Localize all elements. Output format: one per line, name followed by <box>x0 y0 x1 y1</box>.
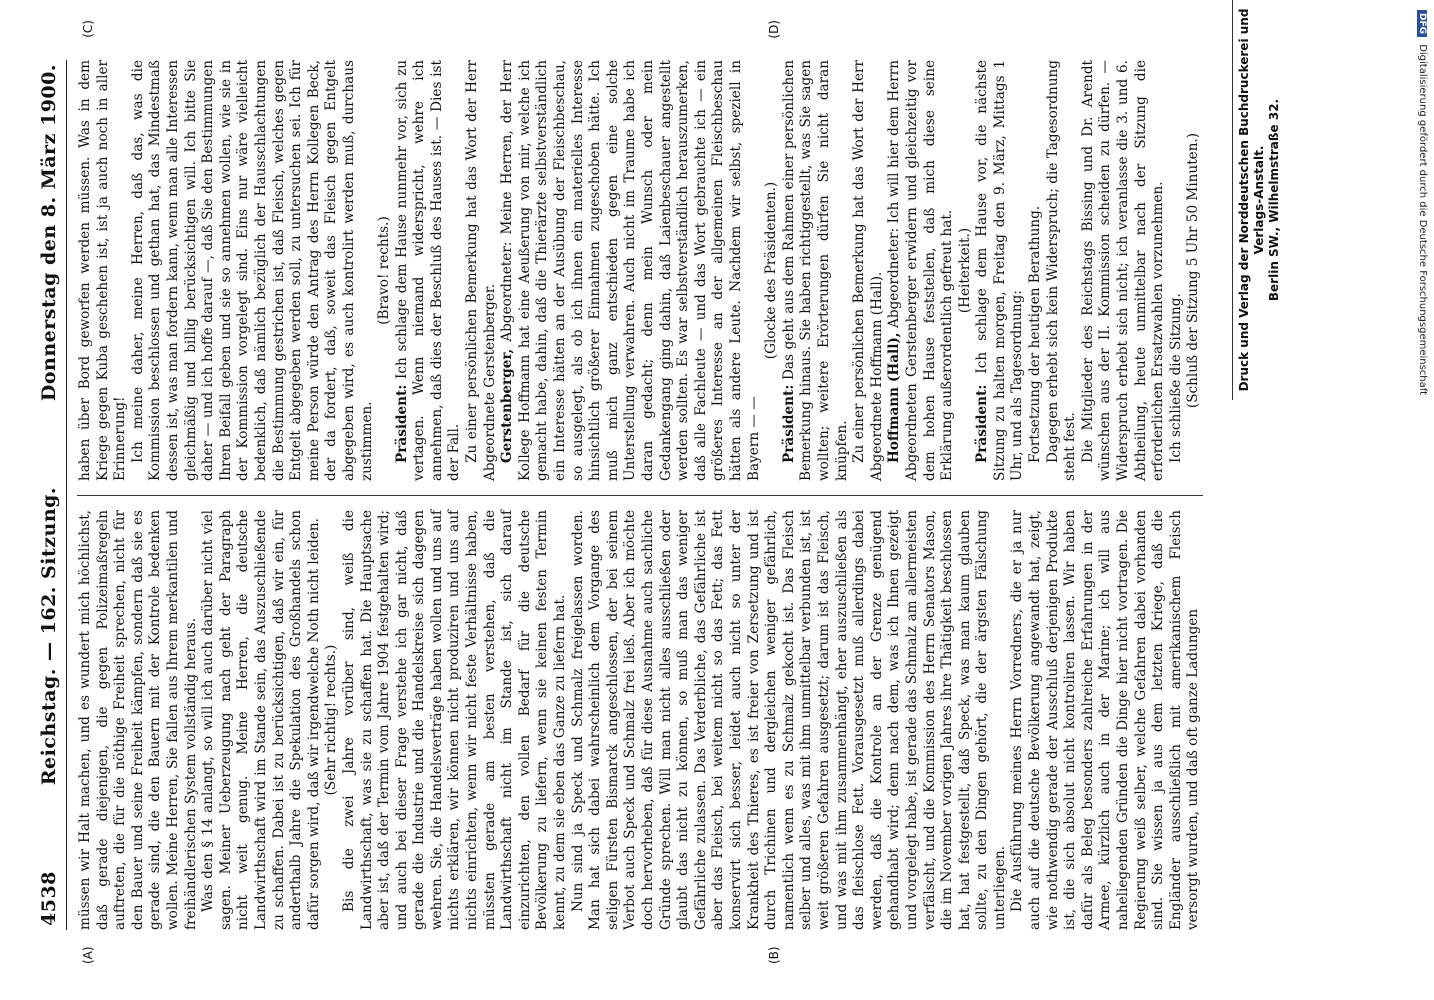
imprint-line-2: Berlin SW., Wilhelmstraße 32. <box>1267 98 1281 302</box>
paragraph-text: Fortsetzung der heutigen Berathung. <box>1027 205 1044 463</box>
paragraph <box>1027 60 1045 481</box>
paragraph-text: Die Mitglieder des Reichstags Bissing und Dr. Arendt wünschen aus der II. Kommission scheiden zu dürfen. — Widerspruch erhebt sich nicht; ich veranlasse die 3. und 6. Abtheilung, heute unmittelbar nach der Sitzung die erforderlichen Ersatzwahlen vorzunehmen. <box>1079 60 1167 481</box>
paragraph <box>376 60 394 481</box>
paragraph-text: Abgeordneter: Meine Herren, der Herr Kollege Hoffmann hat eine Aeußerung von mir, welche ich gemacht habe, dahin, daß die Thierärzte selbstverständlich ein Interesse hätten an der Ausübung der Fleischbeschau, so ausgelegt, als ob ich ihnen ein materielles Interesse hinsichtlich größerer Einnahmen zugeschoben hätte. Ich muß mich ganz entschieden gegen eine solche Unterstellung verwahren. Auch nicht im Traume habe ich daran gedacht; denn mein Wunsch oder mein Gedankengang ging dahin, daß Laienbeschauer angestellt werden sollten. Es war selbstverständlich herauszumerken, daß alle Fachleute — und das Wort gebrauchte ich — ein größeres Interesse an der allgemeinen Fleischbeschau hätten als andere Leute. Nachdem wir selbst, speziell in Bayern — — <box>499 60 762 481</box>
paragraph: Bis die zwei Jahre vorüber sind, weiß die Landwirthschaft, was sie zu schaffen hat. Die Hauptsache aber ist, daß der Termin vom Jahre 1904 festgehalten wird; und auch bei dieser Frage verstehe ich gar nicht, daß gerade die Industrie und die Handelskreise sich dagegen wehren. Sie, die Handelsverträge haben wollen und uns auf nichts erklären, wir können nicht produziren und uns auf nichts einrichten, wenn wir nicht feste Verhältnisse haben, müssten gerade am besten verstehen, daß die Landwirthschaft nicht im Stande ist, sich darauf einzurichten, den vollen Bedarf für die deutsche Bevölkerung zu liefern, wenn sie keinen festen Termin kennt, zu dem sie eben das Ganze zu liefern hat. <box>340 510 569 930</box>
paragraph: Die Ausführung meines Herrn Vorredners, die er ja nur auch auf die deutsche Bevölkerung angewandt hat, zeigt, wie nothwendig gerade der Ausschluß derjenigen Produkte ist, die sich absolut nicht kontroliren lassen. Wir haben dafür als Beleg besonders zahlreiche Erfahrungen in der Armee, kürzlich auch in der Marine; ich will aus naheliegenden Gründen die Dinge hier nicht vortragen. Die Regierung weiß selber, welche Gefahren dabei vorhanden sind. Sie wissen ja aus dem letzten Kriege, daß die Engländer ausschließlich mit amerikanischem Fleisch versorgt wurden, und daß oft ganze Ladungen <box>1009 510 1202 930</box>
speaker-name: Präsident: <box>780 384 797 463</box>
speaker-name: Gerstenberger, <box>499 348 516 463</box>
session-title: Reichstag. — 162. Sitzung. <box>38 486 60 786</box>
paragraph-text: Ich meine daher, meine Herren, daß das, was die Kommission beschlossen und gethan hat, das Mindestmaß dessen ist, was man fordern kann, wenn man alle Interessen gleichmäßig und billig berücksichtigen will. Ich bitte Sie daher — und ich hoffe darauf —, daß Sie den Bestimmungen Ihren Beifall geben und sie so annehmen wollen, wie sie in der Kommission vorgelegt sind. Eins nur wäre vielleicht bedenklich, daß nämlich bezüglich der Hausschlachtungen die Bestimmung gestrichen ist, daß Fleisch, welches gegen Entgelt abgegeben werden soll, zu untersuchen sei. Ich für meine Person würde den Antrag des Herrn Kollegen Beck, der da fordert, daß, soweit das Fleisch gegen Entgelt abgegeben wird, es auch kontrolirt werden muß, durchaus zustimmen. <box>129 60 375 481</box>
paragraph <box>851 60 886 481</box>
paragraph-text: Ich schlage dem Hause nunmehr vor, sich zu vertagen. Wenn niemand widerspricht, wehre ich annehmen, daß dies der Beschluß des Hauses ist. — Dies ist der Fall. <box>393 60 463 481</box>
margin-mark-a: (A) <box>81 946 95 964</box>
running-head <box>38 60 67 930</box>
margin-mark-d: (D) <box>767 20 781 39</box>
digitization-text: Digitalisierung gefördert durch die Deutsche Forschungsgemeinschaft <box>1417 44 1428 396</box>
speaker-name: Präsident: <box>393 384 410 463</box>
paragraph <box>1168 60 1186 481</box>
paragraph <box>1045 60 1080 481</box>
paragraph <box>1080 60 1168 481</box>
paragraph <box>1185 60 1203 481</box>
paragraph <box>974 60 1027 481</box>
paragraph-text: Zu einer persönlichen Bemerkung hat das Wort der Herr Abgeordnete Hoffmann (Hall). <box>851 60 885 481</box>
paragraph <box>77 60 130 481</box>
session-date: Donnerstag den 8. März 1900. <box>38 64 60 402</box>
paragraph-text: Abgeordneter: Ich will hier dem Herrn Abgeordneten Gerstenberger erwidern und gleichzeitig vor dem hohen Hause feststellen, daß mich diese seine Erklärung außerordentlich gefreut hat. <box>886 60 956 481</box>
text-columns <box>77 20 1203 964</box>
paragraph <box>464 60 499 481</box>
speaker-name: Hoffmann (Hall), <box>886 332 903 463</box>
paragraph: Was den § 14 anlangt, so will ich auch darüber nicht viel sagen. Meiner Ueberzeugung nach geht der Paragraph nicht weit genug. Meine Herren, die deutsche Landwirthschaft wird im Stande sein, das Auszuschließende zu schaffen. Dabei ist zu berücksichtigen, daß wir ein, für anderthalb Jahre die Spekulation des Großhandels schon dafür sorgen wird, daß wir irgendwelche Noth nicht leiden. <box>200 510 322 930</box>
paragraph <box>886 60 956 481</box>
paragraph: müssen wir Halt machen, und es wundert mich höchlichst, daß gerade diejenigen, die gegen Polizeimaßregeln auftreten, die für die nöthige Freiheit sprechen, nicht für den Bauer und seine Freiheit kämpfen, sondern daß sie es gerade sind, die den Bauern mit der Kontrole bedenken wollen. Meine Herren, Sie fallen aus Ihrem merkantilen und freihändlerischen System vollständig heraus. <box>77 510 199 930</box>
paragraph <box>394 60 464 481</box>
paragraph-text: Ich schließe die Sitzung. <box>1167 293 1184 463</box>
paragraph <box>130 60 376 481</box>
dfg-logo: DFG <box>1417 10 1427 37</box>
paragraph-text: (Schluß der Sitzung 5 Uhr 50 Minuten.) <box>1185 132 1202 409</box>
printer-imprint <box>1232 0 1282 400</box>
digitization-note <box>1412 10 1428 990</box>
paragraph <box>781 60 851 481</box>
paragraph-text: haben über Bord geworfen werden müssen. Was in dem Kriege gegen Kuba geschehen ist, ist ja auch noch in aller Erinnerung! <box>77 60 129 481</box>
paragraph-text: Das geht aus dem Rahmen einer persönlichen Bemerkung hinaus. Sie haben richtiggestellt, was Sie sagen wollten; weitere Erörterungen dürfen Sie nicht daran knüpfen. <box>780 60 850 481</box>
left-column <box>77 495 1203 930</box>
imprint-line-1: Druck und Verlag der Norddeutschen Buchdruckerei und Verlags-Anstalt. <box>1237 8 1266 392</box>
paragraph: (Sehr richtig! rechts.) <box>323 644 340 796</box>
speaker-name: Präsident: <box>974 384 991 463</box>
paragraph-text: (Heiterkeit.) <box>956 227 973 314</box>
margin-mark-c: (C) <box>81 20 95 38</box>
paragraph-text: (Bravo! rechts.) <box>376 216 393 325</box>
margin-mark-b: (B) <box>767 946 781 964</box>
page-number: 4538 <box>38 871 60 926</box>
paragraph <box>957 60 975 481</box>
paragraph-text: Dagegen erhebt sich kein Widerspruch; die Tagesordnung steht fest. <box>1044 60 1079 481</box>
paragraph-text: (Glocke des Präsidenten.) <box>763 181 780 360</box>
paragraph <box>763 60 781 481</box>
paragraph <box>499 60 763 481</box>
paragraph-text: Ich schlage dem Hause vor, die nächste Sitzung zu halten morgen, Freitag den 9. März, Mittags 1 Uhr, und als Tagesordnung: <box>974 60 1026 481</box>
right-column <box>77 60 1203 495</box>
paragraph: Nun sind ja Speck und Schmalz freigelassen worden. Man hat sich dabei wahrscheinlich dem Vorgange des seligen Fürsten Bismarck angeschlossen, der bei seinem Verbot auch Speck und Schmalz frei ließ. Aber ich möchte doch hervorheben, daß für diese Ausnahme auch sachliche Gründe sprechen. Will man nicht alles ausschließen oder glaubt das nicht zu können, so muß man das weniger Gefährliche zulassen. Das Verderbliche, das Gefährliche ist aber das Fleisch, bei weitem nicht so das Fett; das Fett konservirt sich besser, leidet auch nicht so unter der Krankheit des Thieres, es ist freier von Zersetzung und ist durch Trichinen und dergleichen weniger gefährlich, namentlich wenn es zu Schmalz gekocht ist. Das Fleisch selber und alles, was mit ihm unmittelbar verbunden ist, ist weit größeren Gefahren ausgesetzt; darum ist das Fleisch, und was mit ihm zusammenhängt, eher auszuschließen als das fleischlose Fett. Vorausgesetzt muß allerdings dabei werden, daß die Kontrole an der Grenze genügend gehandhabt wird; denn nach dem, was ich Ihnen gezeigt und vorgelegt habe, ist gerade das Schmalz am allermeisten verfälscht, und die Kommission des Herrn Senators Mason, die im November vorigen Jahres ihre Thätigkeit beschlossen hat, hat festgestellt, daß Speck, was man kaum glauben sollte, zu den Dingen gehört, die der ärgsten Fälschung unterliegen. <box>569 510 1008 930</box>
paragraph-text: Zu einer persönlichen Bemerkung hat das Wort der Herr Abgeordnete Gerstenberger. <box>464 60 498 481</box>
